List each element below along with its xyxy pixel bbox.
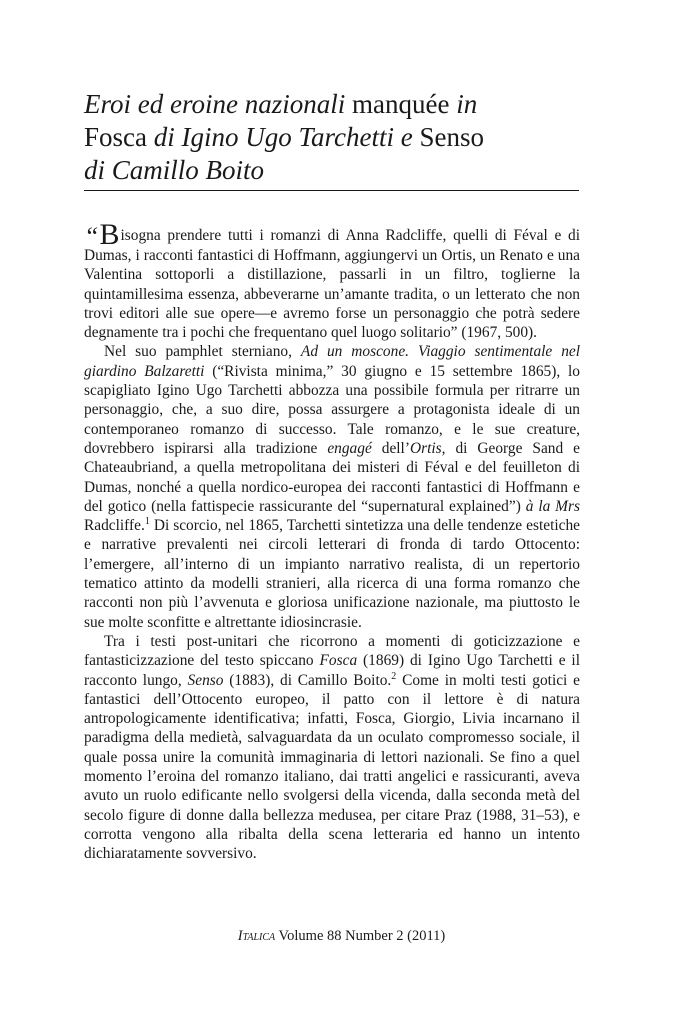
paragraph-1-text: isogna prendere tutti i romanzi di Anna Radcliffe, quelli di Féval e di Dumas, i racconti fantastici di Hoffmann, aggiungervi un Ortis, un Renato e una Valentina sottoporli a distillazione, passarli in un filtro, toglierne la quintamillesima essenza, abbeverarne un’amante tradita, o un letterato che non trovi editori alle sue opere—e avremo forse un personaggio che potrà sedere degnamente tra i pochi che frequentano quel luogo solitario” (1967, 500).: [84, 227, 580, 342]
title-part-2: manquée: [345, 89, 457, 119]
article-body: [84, 216, 580, 864]
page-footer: [0, 928, 683, 945]
drop-letter: B: [99, 218, 120, 251]
p3-text-2: Fosca: [319, 652, 358, 670]
footnote-ref-2[interactable]: 2: [391, 670, 397, 682]
p2-text-3: (“Rivista minima,” 30 giugno e 15 settembre 1865), lo scapigliato Igino Ugo Tarchetti abbozza una possibile formula per ritrarre un personaggio, che, a suo dire, possa assurgere a protagonista ideale di un contemporaneo romanzo di successo. Tale romanzo, e le sue creature, dovrebbero ispirarsi alla tradizione: [84, 362, 580, 457]
p2-text-10: Di scorcio, nel 1865, Tarchetti sintetizza una delle tendenze estetiche e narrative prevalenti nei circoli letterari di fronda di tardo Ottocento: l’emergere, all’interno di un impianto narrativo realista, di un repertorio tematico attinto da modelli stranieri, alla ricerca di una forma romanzo che racconti non più l’avvenuta e gloriosa unificazione nazionale, ma piuttosto le sue molte sconfitte e altrettante idiosincrasie.: [84, 517, 580, 631]
p2-text-6: Ortis: [409, 439, 442, 457]
p2-text-1: Nel suo pamphlet sterniano,: [104, 343, 301, 361]
title-part-7: di Camillo Boito: [84, 155, 265, 185]
article-title: [84, 88, 584, 187]
journal-name: Italica: [237, 928, 276, 944]
p3-text-1: Tra i testi post-unitari che ricorrono a momenti di goticizzazione e fantasticizzazione del testo spiccano: [84, 632, 580, 670]
p3-text-4: Senso: [187, 671, 224, 689]
paragraph-3: [84, 632, 580, 864]
p2-text-7: , di George Sand e Chateaubriand, a quella metropolitana dei misteri di Féval e del feuilleton di Dumas, nonché a quella nordico-europea dei racconti fantastici di Hoffmann e del gotico (nella fattispecie rassicurante del “supernatural explained”): [84, 439, 580, 515]
paragraph-2: [84, 342, 580, 631]
paragraph-1: [84, 216, 580, 342]
p3-text-3: (1869) di Igino Ugo Tarchetti e il racconto lungo,: [84, 652, 580, 689]
p3-text-5: (1883), di Camillo Boito.: [223, 671, 392, 689]
p2-text-4: engagé: [327, 439, 372, 457]
journal-issue: Volume 88 Number 2 (2011): [275, 928, 446, 944]
title-part-3: in: [456, 89, 478, 119]
title-rule: [84, 190, 579, 191]
title-part-5: di Igino Ugo Tarchetti e: [147, 122, 420, 152]
title-part-4: Fosca: [84, 122, 147, 152]
p2-text-8: à la Mrs: [525, 497, 580, 515]
p2-text-2: Ad un moscone. Viaggio sentimentale nel giardino Balzaretti: [84, 343, 581, 380]
p2-text-9: Radcliffe.: [84, 517, 145, 535]
footnote-ref-1[interactable]: 1: [144, 516, 150, 528]
title-part-1: Eroi ed eroine nazionali: [84, 89, 346, 119]
title-part-6: Senso: [419, 122, 485, 152]
opening-quote: “: [84, 222, 99, 251]
p3-text-6: Come in molti testi gotici e fantastici dell’Ottocento europeo, il patto con il lettore è di natura antropologicamente identificativa; infatti, Fosca, Giorgio, Livia incarnano il paradigma della medietà, salvaguardata da un oculato compromesso sociale, il quale possa unire la comunità immaginaria di lettori nazionali. Se fino a quel momento l’eroina del romanzo italiano, dai tratti angelici e rassicuranti, aveva avuto un ruolo edificante nello svolgersi della vicenda, dalla seconda metà del secolo figure di donne dalla bellezza medusea, per citare Praz (1988, 31–53), e corrotta vengono alla ribalta della scena letteraria ed hanno un intento dichiaratamente sovversivo.: [84, 671, 580, 863]
p2-text-5: dell’: [371, 439, 410, 457]
